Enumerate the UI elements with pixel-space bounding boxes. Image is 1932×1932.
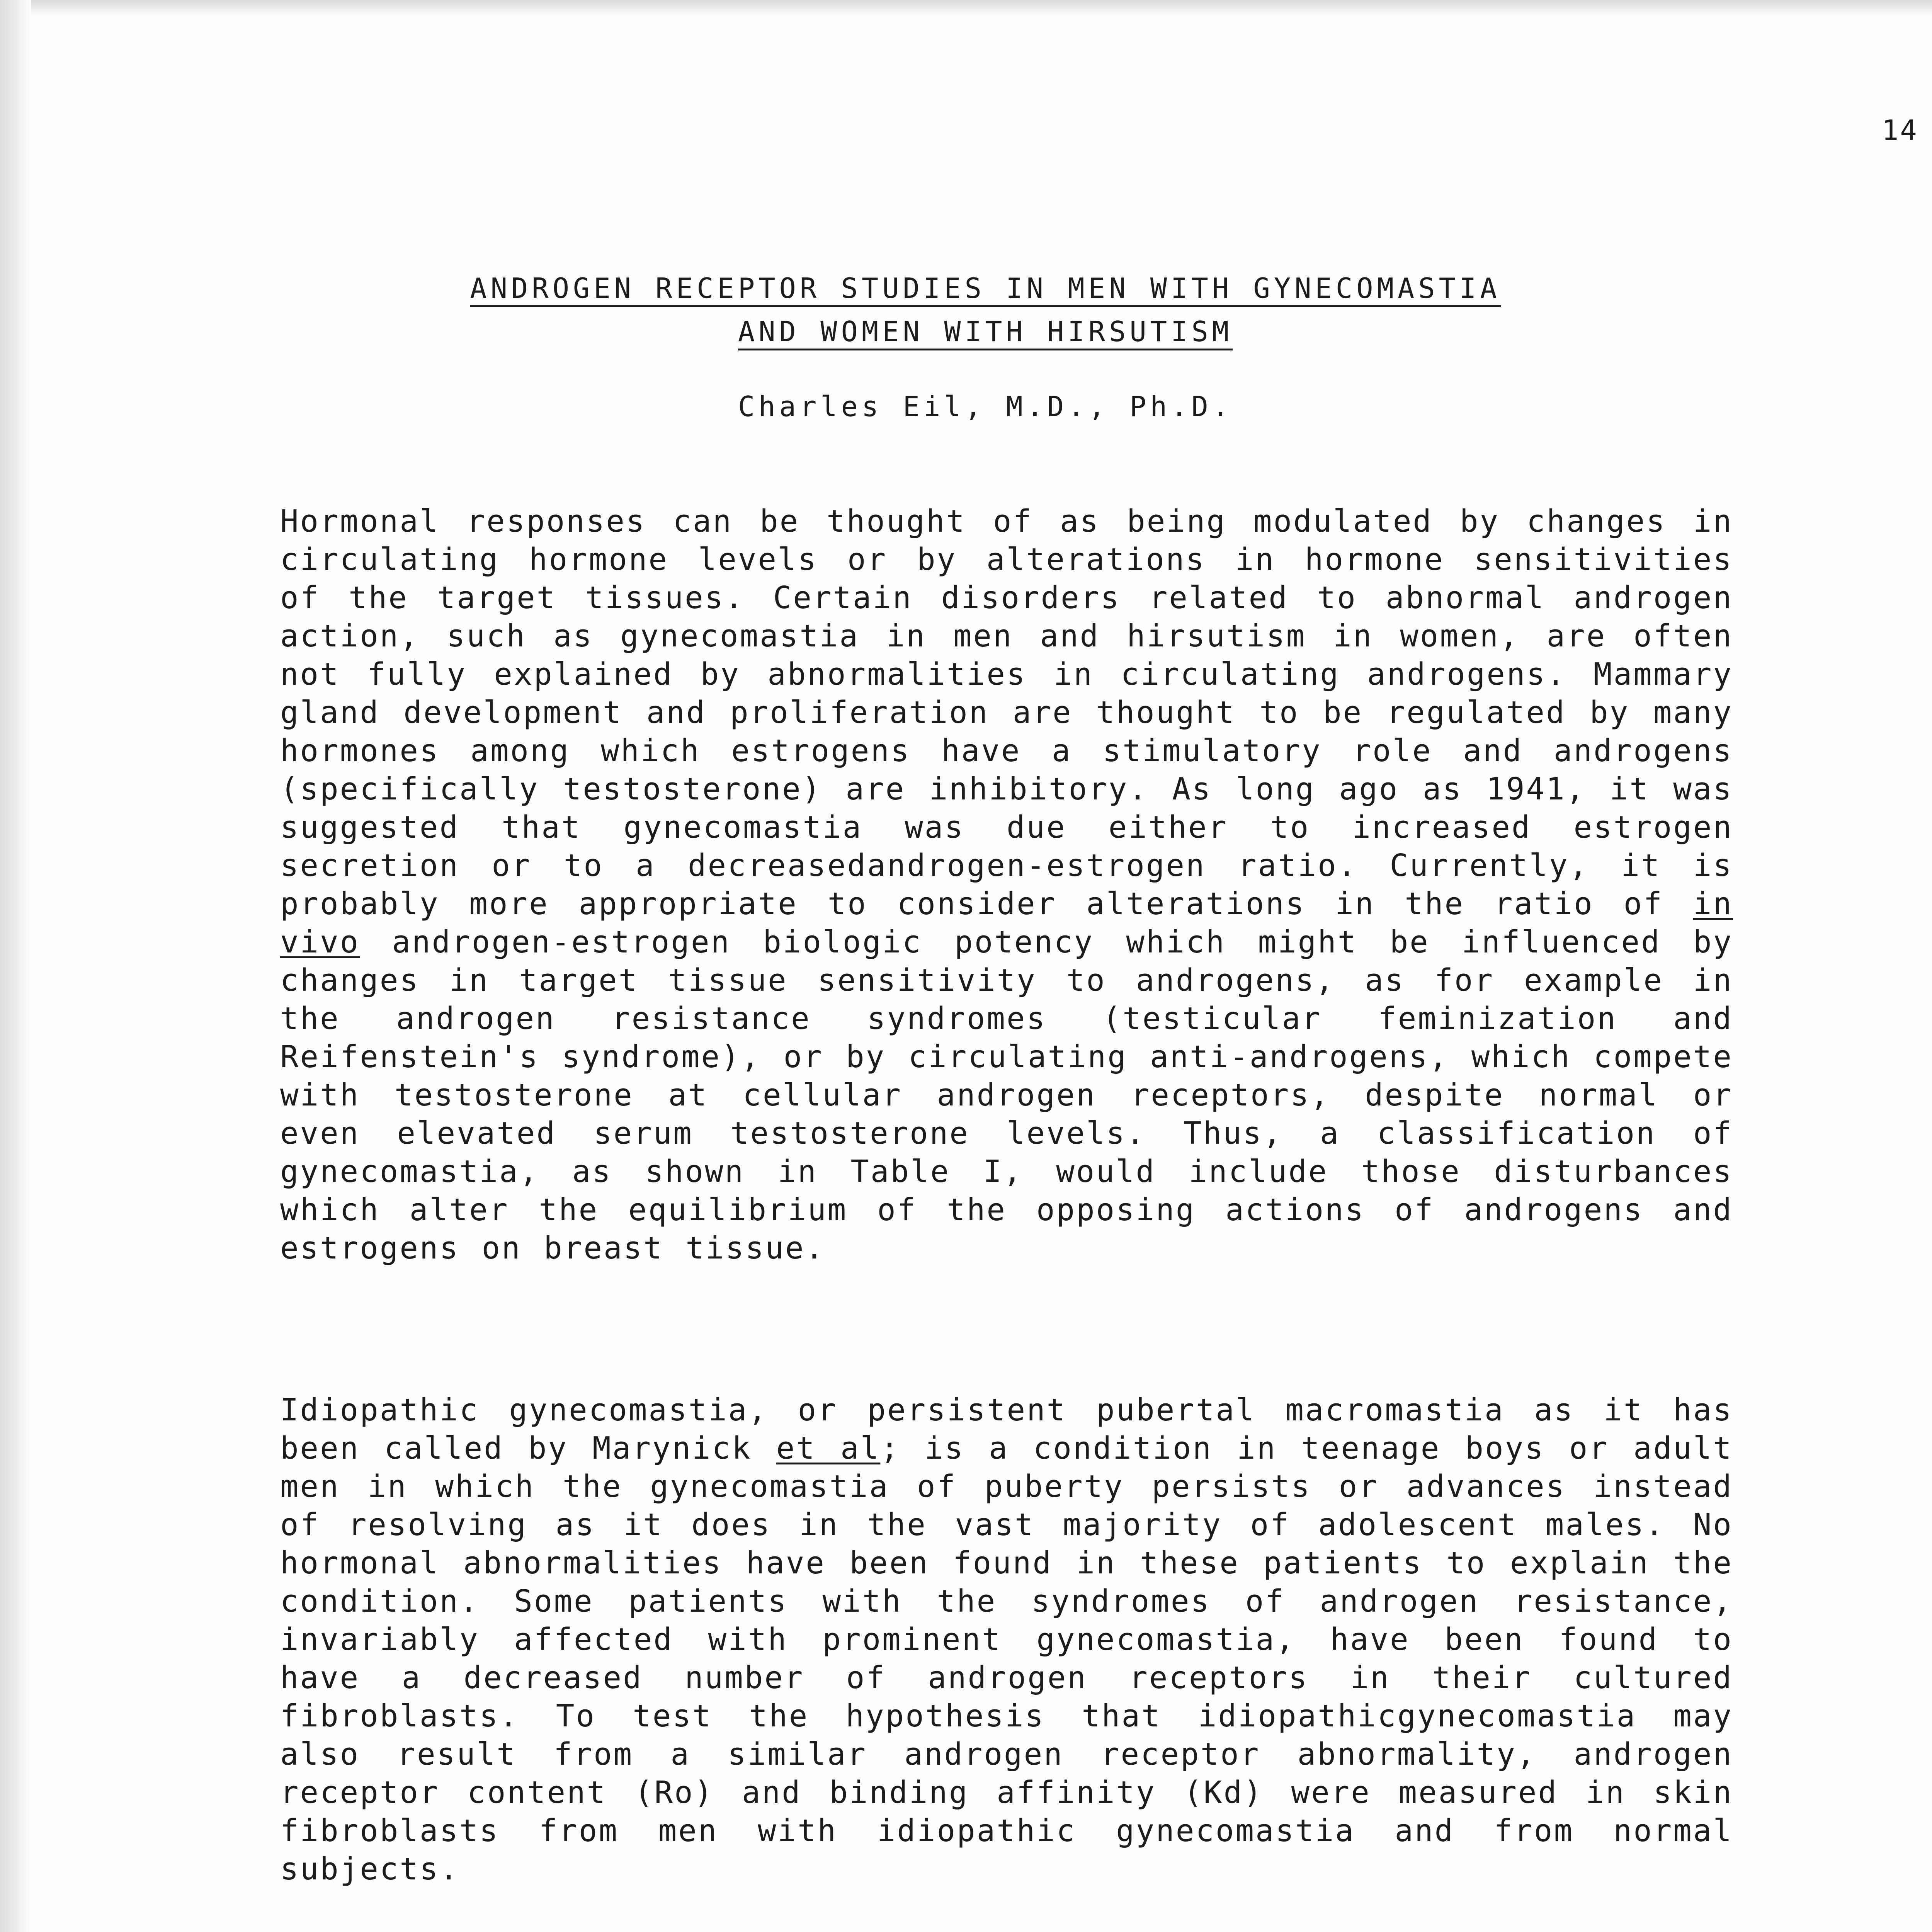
paragraph-2-part-a: Idiopathic gynecomastia, or persistent pubertal macromastia as it has been called by Marynick [280,1392,1733,1466]
title-line-2 [0,310,1932,353]
scan-edge-top [0,0,1932,15]
paragraph-1-underlined: in vivo [280,886,1733,960]
title-line-1 [0,267,1932,310]
title-text-1: ANDROGEN RECEPTOR STUDIES IN MEN WITH GYNECOMASTIA [470,272,1500,307]
paragraph-2-underlined: et al [776,1430,881,1466]
paragraph-2-part-b: ; is a condition in teenage boys or adult men in which the gynecomastia of puberty persists or advances instead of resolving as it does in the vast majority of adolescent males. No hormonal abnormalities have been found in these patients to explain the condition. Some patients with the syndromes of androgen resistance, invariably affected with prominent gynecomastia, have been found to have a decreased number of androgen receptors in their cultured fibroblasts. To test the hypothesis that idiopathicgynecomastia may also result from a similar androgen receptor abnormality, androgen receptor content (Ro) and binding affinity (Kd) were measured in skin fibroblasts from men with idiopathic gynecomastia and from normal subjects. [280,1430,1733,1887]
paragraph-2 [280,1391,1733,1888]
author-line: Charles Eil, M.D., Ph.D. [738,390,1233,423]
page-number: 14 [1882,114,1918,146]
paragraph-1-part-a: Hormonal responses can be thought of as being modulated by changes in circulating hormone levels or by alterations in hormone sensitivities of the target tissues. Certain disorders related to abnormal androgen action, such as gynecomastia in men and hirsutism in women, are often not fully explained by abnormalities in circulating androgens. Mammary gland development and proliferation are thought to be regulated by many hormones among which estrogens have a stimulatory role and androgens (specifically testosterone) are inhibitory. As long ago as 1941, it was suggested that gynecomastia was due either to increased estrogen secretion or to a decreasedandrogen-estrogen ratio. Currently, it is probably more appropriate to consider alterations in the ratio of [280,503,1733,922]
paragraph-1 [280,502,1733,1267]
paragraph-1-part-b: androgen-estrogen biologic potency which might be influenced by changes in target tissue sensitivity to androgens, as for example in the androgen resistance syndromes (testicular feminization and Reifenstein's syndrome), or by circulating anti-androgens, which compete with testosterone at cellular androgen receptors, despite normal or even elevated serum testosterone levels. Thus, a classification of gynecomastia, as shown in Table I, would include those disturbances which alter the equilibrium of the opposing actions of androgens and estrogens on breast tissue. [280,924,1733,1266]
title-text-2: AND WOMEN WITH HIRSUTISM [738,315,1233,350]
title-block [0,267,1932,353]
